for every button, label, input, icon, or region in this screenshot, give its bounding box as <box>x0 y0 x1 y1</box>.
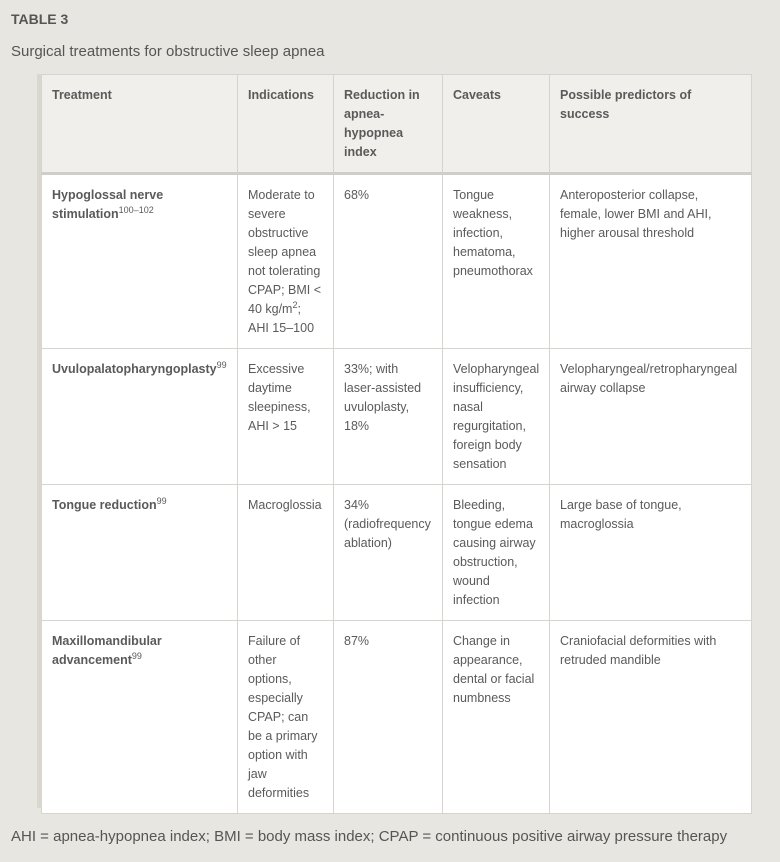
cell-indications: Macroglossia <box>238 485 334 621</box>
cell-indications: Excessive daytime sleepiness, AHI > 15 <box>238 349 334 485</box>
header-reduction: Reduction in apnea-hypopnea index <box>334 75 443 174</box>
table-footnote: AHI = apnea-hypopnea index; BMI = body mass index; CPAP = continuous positive airway pressure therapy <box>11 828 728 845</box>
reference-superscript: 99 <box>216 359 227 370</box>
cell-caveats: Velopharyngeal insufficiency, nasal regurgitation, foreign body sensation <box>443 349 550 485</box>
cell-treatment: Tongue reduction$^{99}$ <box>42 485 238 621</box>
table-row <box>42 174 752 349</box>
header-predictors: Possible predictors of success <box>550 75 752 174</box>
header-caveats: Caveats <box>443 75 550 174</box>
cell-treatment: Hypoglossal nerve stimulation$^{100-102}$ <box>42 174 238 349</box>
table-row <box>42 349 752 485</box>
header-treatment: Treatment <box>42 75 238 174</box>
table-row <box>42 621 752 814</box>
cell-predictors: Anteroposterior collapse, female, lower BMI and AHI, higher arousal threshold <box>550 174 752 349</box>
cell-caveats: Tongue weakness, infection, hematoma, pneumothorax <box>443 174 550 349</box>
cell-reduction: 87% <box>334 621 443 814</box>
header-indications: Indications <box>238 75 334 174</box>
table-label: TABLE 3 <box>11 11 69 27</box>
table-row <box>42 485 752 621</box>
reference-superscript: 100–102 <box>118 204 154 215</box>
cell-caveats: Bleeding, tongue edema causing airway obstruction, wound infection <box>443 485 550 621</box>
cell-treatment: Uvulopalatopharyngoplasty$^{99}$ <box>42 349 238 485</box>
cell-reduction: 33%; with laser-assisted uvuloplasty, 18% <box>334 349 443 485</box>
cell-treatment: Maxillomandibular advancement$^{99}$ <box>42 621 238 814</box>
cell-indications: Failure of other options, especially CPAP; can be a primary option with jaw deformities <box>238 621 334 814</box>
cell-predictors: Craniofacial deformities with retruded mandible <box>550 621 752 814</box>
reference-superscript: 99 <box>156 495 167 506</box>
reference-superscript: 99 <box>131 650 142 661</box>
cell-indications: Moderate to severe obstructive sleep apnea not tolerating CPAP; BMI < 40 $kg/m^2$; AHI 15–100 <box>238 174 334 349</box>
table-container <box>37 74 751 808</box>
cell-caveats: Change in appearance, dental or facial numbness <box>443 621 550 814</box>
table-caption: Surgical treatments for obstructive sleep apnea <box>11 43 325 60</box>
header-row <box>42 75 752 174</box>
treatments-table <box>41 74 752 814</box>
cell-predictors: Velopharyngeal/retropharyngeal airway collapse <box>550 349 752 485</box>
cell-predictors: Large base of tongue, macroglossia <box>550 485 752 621</box>
cell-reduction: 34% (radiofrequency ablation) <box>334 485 443 621</box>
cell-reduction: 68% <box>334 174 443 349</box>
